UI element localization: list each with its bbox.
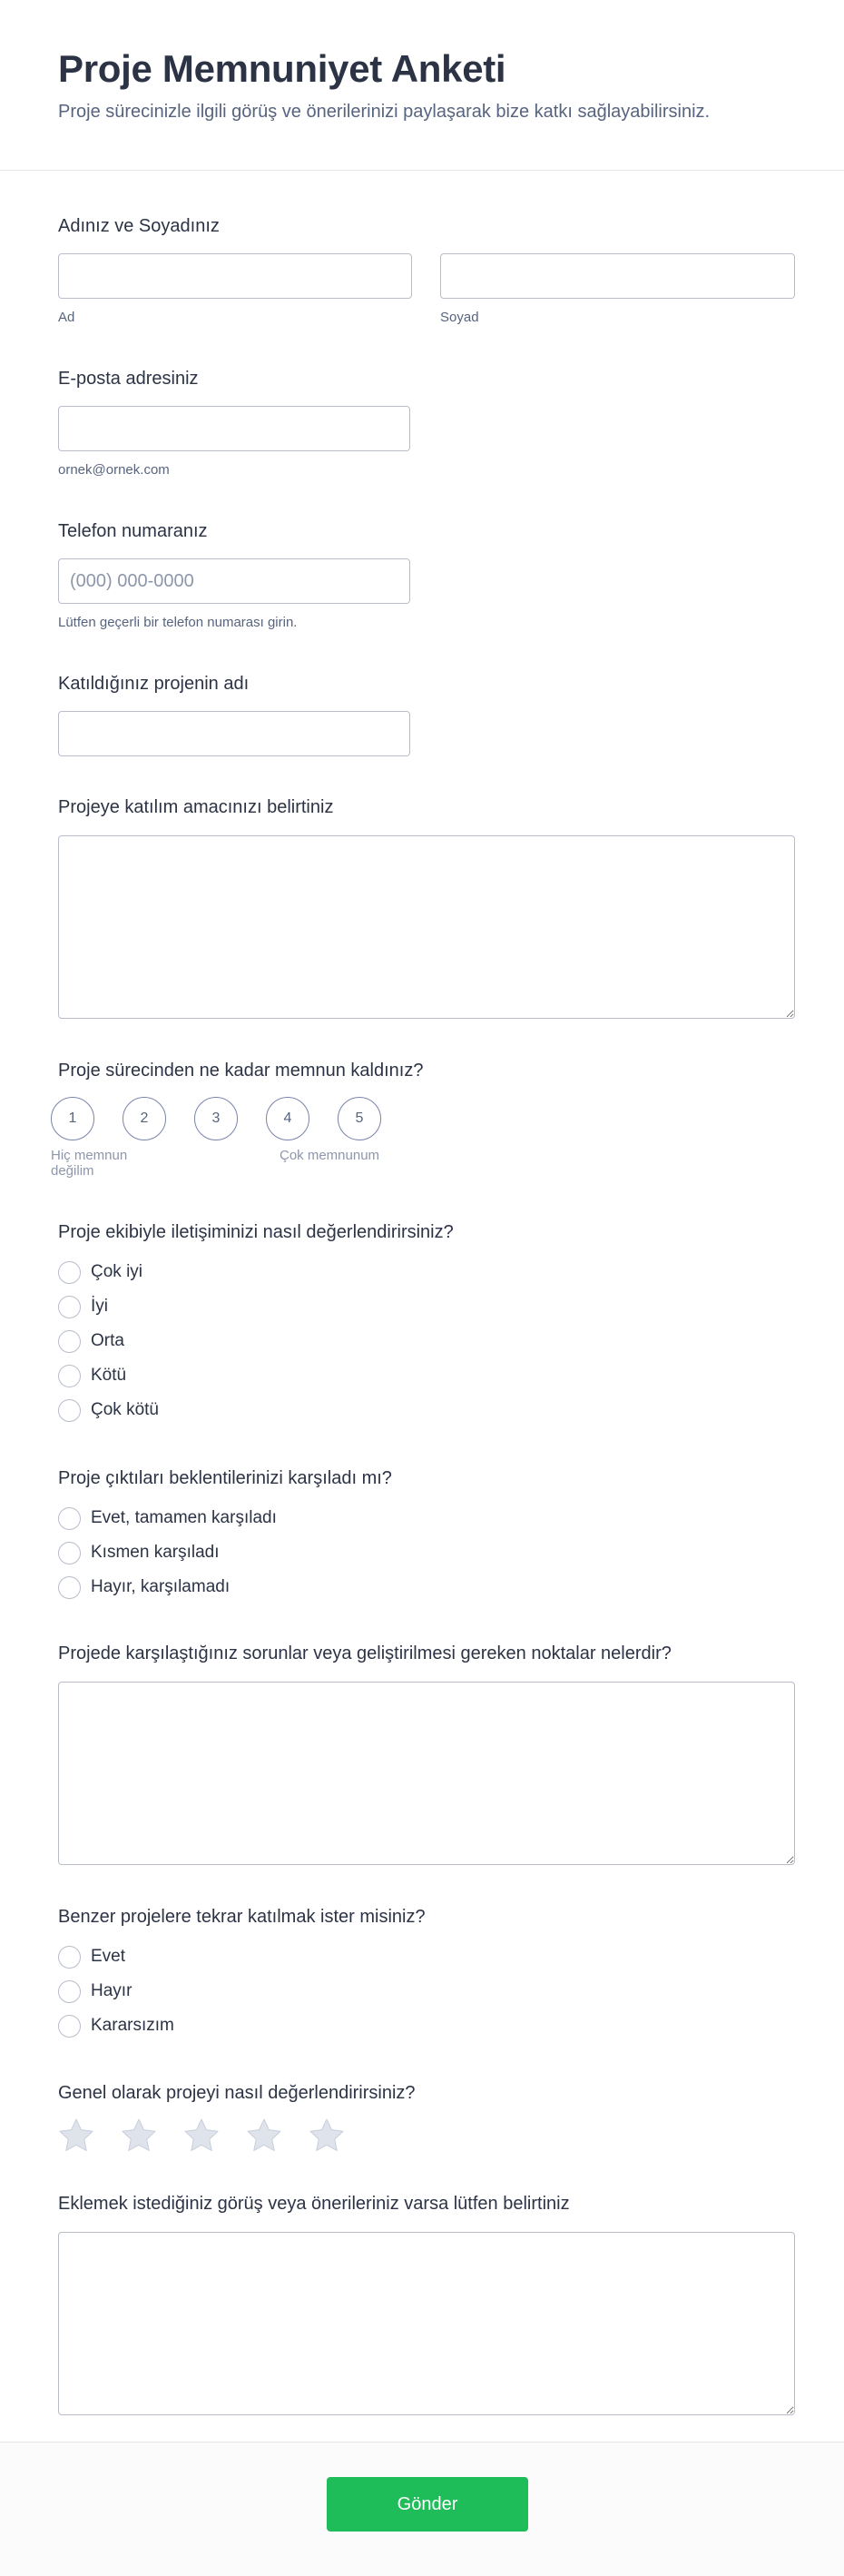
participate-again-options (58, 1945, 426, 2038)
communication-option[interactable] (58, 1295, 454, 1318)
star-icon[interactable] (119, 2117, 159, 2155)
radio-button[interactable] (58, 1980, 81, 2003)
radio-button[interactable] (58, 1296, 81, 1318)
scale-option-2[interactable]: 2 (123, 1097, 166, 1140)
full-name-question (58, 214, 220, 238)
communication-option[interactable] (58, 1260, 454, 1284)
radio-label: Evet, tamamen karşıladı (91, 1508, 277, 1527)
first-name-group (58, 253, 412, 326)
communication-option[interactable] (58, 1364, 454, 1387)
participate-again-option[interactable] (58, 2014, 426, 2038)
satisfaction-scale (0, 1097, 844, 1188)
purpose-textarea[interactable] (58, 835, 795, 1019)
star-rating (0, 2117, 844, 2158)
full-name-label: Adınız ve Soyadınız (58, 216, 220, 236)
radio-button[interactable] (58, 1399, 81, 1422)
overall-rating-label: Genel olarak projeyi nasıl değerlendirirsiniz? (58, 2083, 416, 2103)
communication-question (58, 1220, 454, 1433)
participate-again-question (58, 1905, 426, 2048)
scale-low-caption: Hiç memnun değilim (51, 1148, 128, 1179)
expectations-option[interactable] (58, 1541, 392, 1564)
expectations-question (58, 1466, 392, 1610)
issues-question (58, 1642, 795, 1865)
scale-high-caption: Çok memnunum (280, 1148, 380, 1163)
project-name-input[interactable] (58, 711, 410, 756)
satisfaction-question (58, 1059, 423, 1082)
phone-input[interactable] (58, 558, 410, 604)
radio-label: Kötü (91, 1366, 127, 1385)
radio-label: Çok iyi (91, 1262, 143, 1281)
form-footer (0, 2442, 844, 2576)
radio-label: Hayır, karşılamadı (91, 1577, 231, 1596)
issues-label: Projede karşılaştığınız sorunlar veya geliştirilmesi gereken noktalar nelerdir? (58, 1643, 672, 1663)
radio-button[interactable] (58, 1261, 81, 1284)
comments-label: Eklemek istediğiniz görüş veya önerileriniz varsa lütfen belirtiniz (58, 2194, 570, 2214)
radio-label: Orta (91, 1331, 124, 1350)
phone-sublabel: Lütfen geçerli bir telefon numarası girin. (58, 615, 298, 630)
overall-rating-question (58, 2081, 416, 2105)
issues-textarea[interactable] (58, 1682, 795, 1865)
radio-label: Kararsızım (91, 2016, 174, 2035)
purpose-label: Projeye katılım amacınızı belirtiniz (58, 797, 334, 817)
expectations-option[interactable] (58, 1575, 392, 1599)
radio-button[interactable] (58, 1330, 81, 1353)
email-question (58, 367, 410, 479)
form-subtitle: Proje sürecinizle ilgili görüş ve önerilerinizi paylaşarak bize katkı sağlayabilirsiniz. (58, 102, 711, 122)
email-label: E-posta adresiniz (58, 369, 199, 389)
communication-option[interactable] (58, 1398, 454, 1422)
form-header (0, 0, 844, 171)
star-icon[interactable] (182, 2117, 221, 2155)
expectations-option[interactable] (58, 1506, 392, 1530)
radio-button[interactable] (58, 1946, 81, 1969)
radio-button[interactable] (58, 1507, 81, 1530)
scale-option-4[interactable]: 4 (266, 1097, 309, 1140)
email-input[interactable] (58, 406, 410, 451)
satisfaction-label: Proje sürecinden ne kadar memnun kaldınız? (58, 1061, 424, 1081)
scale-option-1[interactable]: 1 (51, 1097, 94, 1140)
participate-again-label: Benzer projelere tekrar katılmak ister misiniz? (58, 1907, 426, 1927)
submit-button[interactable]: Gönder (327, 2477, 528, 2532)
last-name-group (440, 253, 795, 326)
phone-question (58, 519, 410, 631)
form-title: Proje Memnuniyet Anketi (58, 47, 506, 90)
comments-question (58, 2192, 795, 2415)
star-icon[interactable] (244, 2117, 284, 2155)
last-name-input[interactable] (440, 253, 795, 299)
scale-option-5[interactable]: 5 (338, 1097, 381, 1140)
radio-button[interactable] (58, 2015, 81, 2038)
participate-again-option[interactable] (58, 1979, 426, 2003)
first-name-input[interactable] (58, 253, 412, 299)
project-name-question (58, 672, 410, 756)
radio-button[interactable] (58, 1365, 81, 1387)
radio-label: Kısmen karşıladı (91, 1543, 220, 1562)
radio-label: Çok kötü (91, 1400, 159, 1419)
scale-option-3[interactable]: 3 (194, 1097, 238, 1140)
communication-option[interactable] (58, 1329, 454, 1353)
participate-again-option[interactable] (58, 1945, 426, 1969)
purpose-question (58, 795, 795, 1019)
email-sublabel: ornek@ornek.com (58, 462, 170, 478)
comments-textarea[interactable] (58, 2232, 795, 2415)
radio-label: Evet (91, 1947, 126, 1966)
communication-options (58, 1260, 454, 1422)
expectations-options (58, 1506, 392, 1599)
radio-label: Hayır (91, 1981, 132, 2000)
radio-button[interactable] (58, 1542, 81, 1564)
last-name-sublabel: Soyad (440, 310, 479, 325)
star-icon[interactable] (307, 2117, 347, 2155)
communication-label: Proje ekibiyle iletişiminizi nasıl değerlendirirsiniz? (58, 1222, 454, 1242)
phone-label: Telefon numaranız (58, 521, 208, 541)
radio-button[interactable] (58, 1576, 81, 1599)
radio-label: İyi (91, 1297, 108, 1316)
first-name-sublabel: Ad (58, 310, 75, 325)
star-icon[interactable] (56, 2117, 96, 2155)
project-name-label: Katıldığınız projenin adı (58, 674, 250, 694)
expectations-label: Proje çıktıları beklentilerinizi karşıladı mı? (58, 1468, 392, 1488)
